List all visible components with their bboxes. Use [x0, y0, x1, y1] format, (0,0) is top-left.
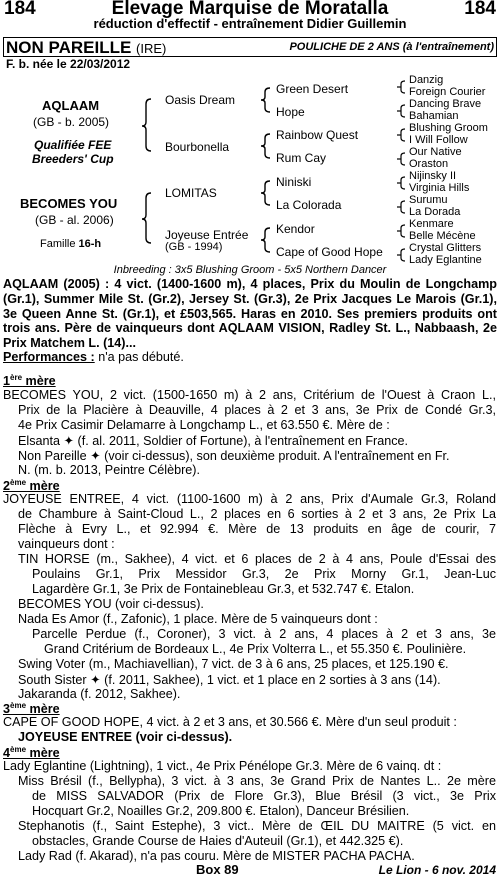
- footer-box-number: Box 89: [196, 862, 239, 877]
- pedigree-gen4-item: Foreign Courier: [409, 86, 486, 98]
- pedigree-gen3-item: Hope: [276, 105, 305, 119]
- pedigree-gen2-item: Joyeuse Entrée: [165, 228, 249, 242]
- pedigree-gen4-item: I Will Follow: [409, 134, 468, 146]
- text-line: Swing Voter (m., Machiavellian), 7 vict. de 3 à 6 ans, 25 places, et 125.190 €.: [18, 657, 449, 671]
- section-heading: 4ème mère: [3, 745, 60, 761]
- pedigree-gen4-item: Kenmare: [409, 218, 454, 230]
- text-line: Lagardère Gr.1, 3e Prix de Fontainebleau Gr.3, et 532.747 €. Etalon.: [32, 582, 415, 596]
- text-line: BECOMES YOU, 2 vict. (1500-1650 m) à 2 ans, Critérium de l'Ouest à Craon L.,: [3, 388, 496, 402]
- pedigree-family: Famille 16-h: [40, 238, 102, 250]
- pedigree-gen4-item: Surumu: [409, 194, 448, 206]
- pedigree-gen3-item: Niniski: [276, 175, 312, 189]
- text-line: de Chambure à Saint-Cloud L., 2 places en 6 sorties à 2 et 3 ans, 2e Prix La: [18, 507, 496, 521]
- text-line: JOYEUSE ENTREE (voir ci-dessus).: [18, 730, 233, 744]
- lot-number-left: 184: [4, 0, 36, 19]
- pedigree-gen4-item: Crystal Glitters: [409, 242, 482, 254]
- text-line: JOYEUSE ENTREE, 4 vict. (1100-1600 m) à 2 ans, Prix d'Aumale Gr.3, Roland: [3, 492, 496, 506]
- pedigree-gen2-details: (GB - 1994): [165, 241, 223, 253]
- pedigree-dam-name: BECOMES YOU: [20, 196, 118, 211]
- text-line: BECOMES YOU (voir ci-dessus).: [18, 597, 204, 611]
- text-line: Hocquart Gr.2, Noailles Gr.2, 209.800 €. Etalon), Danceur Brésilien.: [32, 804, 410, 818]
- text-line: Parcelle Perdue (f., Coroner), 3 vict. à 2 ans, 4 places à 2 et 3 ans, 3e: [32, 627, 496, 641]
- pedigree-sire-note: Qualifiée FEE: [34, 138, 112, 152]
- pedigree-gen4-item: Danzig: [409, 74, 444, 86]
- pedigree-gen4-item: La Dorada: [409, 206, 461, 218]
- horse-origin: (IRE): [136, 41, 167, 56]
- text-line: Nada Es Amor (f., Zafonic), 1 place. Mère de 5 vainqueurs dont :: [18, 612, 378, 626]
- text-line: N. (m. b. 2013, Peintre Célèbre).: [18, 463, 200, 477]
- pedigree-gen3-item: Cape of Good Hope: [276, 245, 383, 259]
- section-heading: 2ème mère: [3, 478, 60, 494]
- pedigree-gen4-item: Blushing Groom: [409, 122, 488, 134]
- text-line: TIN HORSE (m., Sakhee), 4 vict. et 6 places de 2 à 4 ans, Poule d'Essai des: [18, 552, 496, 566]
- pedigree-gen4-item: Bahamian: [409, 110, 459, 122]
- pedigree-sire-note: Breeders' Cup: [32, 152, 114, 166]
- pedigree-gen4-item: Oraston: [409, 158, 449, 170]
- pedigree-sire-details: (GB - b. 2005): [33, 115, 110, 129]
- text-line: Lady Eglantine (Lightning), 1 vict., 4e Prix Pénélope Gr.3. Mère de 6 vainq. dt :: [3, 759, 442, 773]
- pedigree-gen3-item: Rainbow Quest: [276, 128, 359, 142]
- horse-description: POULICHE DE 2 ANS (à l'entraînement): [289, 41, 494, 53]
- text-line: Flèche à Evry L., et 92.994 €. Mère de 13 produits en âge de courir, 7: [18, 522, 496, 536]
- horse-birth: F. b. née le 22/03/2012: [6, 57, 131, 71]
- pedigree-gen2-item: LOMITAS: [165, 186, 217, 200]
- pedigree-gen3-item: La Colorada: [276, 198, 342, 212]
- text-line: Prix de la Placière à Deauville, 4 places à 2 et 3 ans, 3e Prix de Condé Gr.3,: [18, 403, 496, 417]
- text-line: Elsanta ✦ (f. al. 2011, Soldier of Fortune), à l'entraînement en France.: [18, 434, 409, 448]
- lot-number-right: 184: [464, 0, 496, 19]
- section-heading: 1ère mère: [3, 373, 56, 389]
- pedigree-gen4-item: Nijinsky II: [409, 170, 457, 182]
- text-line: Lady Rad (f. Akarad), n'a pas couru. Mère de MISTER PACHA PACHA.: [18, 849, 415, 863]
- text-line: South Sister ✦ (f. 2011, Sakhee), 1 vict. et 1 place en 2 sorties à 3 ans (14).: [18, 673, 441, 687]
- pedigree-gen3-item: Rum Cay: [276, 151, 327, 165]
- text-line: de MISS SALVADOR (Prix de Flore Gr.3), Blue Brésil (3 vict., 3e Prix: [32, 789, 496, 803]
- pedigree-gen4-item: Lady Eglantine: [409, 254, 482, 266]
- text-line: 4e Prix Casimir Delamarre à Longchamp L., et 63.550 €. Mère de :: [18, 418, 390, 432]
- footer-sale-info: Le Lion - 6 nov. 2014: [378, 863, 496, 877]
- pedigree-gen4-item: Belle Mécène: [409, 230, 476, 242]
- text-line: Non Pareille ✦ (voir ci-dessus), son deuxième produit. A l'entraînement en Fr.: [18, 449, 450, 463]
- pedigree-sire-name: AQLAAM: [42, 98, 100, 113]
- pedigree-gen4-item: Dancing Brave: [409, 98, 482, 110]
- text-line: vainqueurs dont :: [18, 537, 115, 551]
- pedigree-gen3-item: Green Desert: [276, 82, 349, 96]
- performances: Performances : n'a pas débuté.: [3, 350, 184, 364]
- pedigree-inbreeding: Inbreeding : 3x5 Blushing Groom - 5x5 Northern Dancer: [113, 264, 387, 276]
- section-heading: 3ème mère: [3, 701, 60, 717]
- pedigree-gen3-item: Kendor: [276, 222, 315, 236]
- pedigree-gen4-item: Virginia Hills: [409, 182, 470, 194]
- page-subtitle: réduction d'effectif - entraînement Didier Guillemin: [93, 16, 407, 31]
- text-line: Jakaranda (f. 2012, Sakhee).: [18, 687, 181, 701]
- pedigree-gen2-item: Bourbonella: [165, 140, 230, 154]
- pedigree-gen2-item: Oasis Dream: [165, 93, 236, 107]
- sire-summary: AQLAAM (2005) : 4 vict. (1400-1600 m), 4 places, Prix du Moulin de Longchamp (Gr.1), Summer Mile St. (Gr.2), Jersey St. (Gr.3), 2e Prix Jacques Le Marois (Gr.1), 3e Queen Anne St. (Gr.1), et £503,565. Haras en 2010. Ses premiers produits ont trois ans. Père de vainqueurs dont AQLAAM VISION, Radley St. L., Nabbaash, 2e Prix Matchem L. (14)...: [3, 277, 497, 351]
- text-line: CAPE OF GOOD HOPE, 4 vict. à 2 et 3 ans, et 30.566 €. Mère d'un seul produit :: [3, 715, 457, 729]
- page-title: Elevage Marquise de Moratalla: [111, 0, 389, 19]
- pedigree-gen4-item: Our Native: [409, 146, 462, 158]
- text-line: Grand Critérium de Bordeaux L., 4e Prix Volterra L., et 55.350 €. Poulinière.: [44, 642, 467, 656]
- horse-name: NON PAREILLE (IRE): [6, 38, 167, 57]
- pedigree-dam-details: (GB - al. 2006): [35, 213, 114, 227]
- text-line: Stephanotis (f., Saint Estephe), 3 vict.. Mère de ŒIL DU MAITRE (5 vict. en: [18, 819, 496, 833]
- text-line: Poulains Gr.1, Prix Messidor Gr.3, 2e Prix Morny Gr.1, Jean-Luc: [32, 567, 496, 581]
- text-line: Miss Brésil (f., Bellypha), 3 vict. à 3 ans, 3e Grand Prix de Nantes L.. 2e mère: [18, 774, 496, 788]
- pedigree-brackets: [0, 0, 500, 270]
- text-line: obstacles, Grande Course de Haies d'Auteuil (Gr.1), et 442.325 €).: [32, 834, 404, 848]
